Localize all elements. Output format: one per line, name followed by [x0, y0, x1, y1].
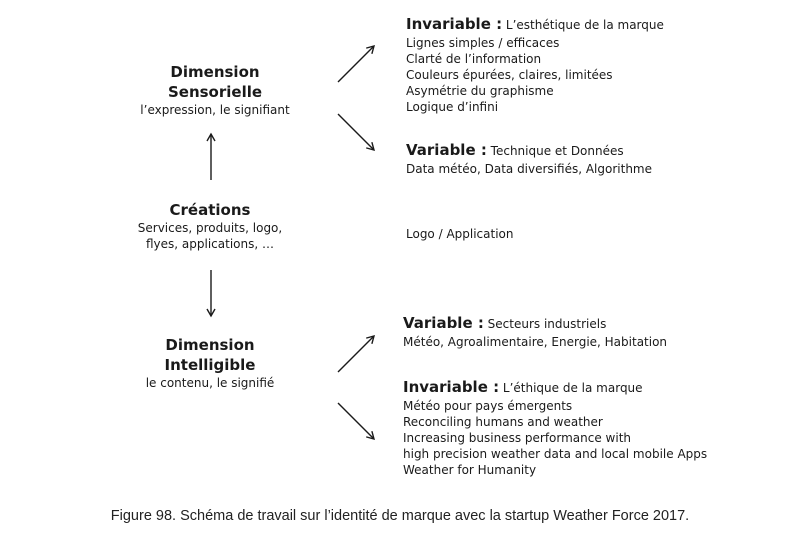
block-line: Asymétrie du graphisme — [406, 84, 554, 98]
node-subtitle: le contenu, le signifié — [145, 376, 275, 390]
block-line: Logo / Application — [406, 227, 514, 241]
block-key: Invariable : — [403, 378, 500, 396]
arrow-diagonal-down — [338, 403, 374, 439]
block-line: Clarté de l’information — [406, 52, 542, 66]
block-line: Weather for Humanity — [403, 463, 537, 477]
arrow-diagonal-up — [338, 336, 374, 372]
block-variable-bottom — [403, 313, 667, 350]
block-line: Lignes simples / efficaces — [406, 36, 560, 50]
block-desc: Technique et Données — [486, 144, 624, 158]
block-key: Variable : — [406, 141, 487, 159]
figure-caption: Figure 98. Schéma de travail sur l’identité de marque avec la startup Weather Force 2017. — [110, 508, 690, 524]
node-title: Dimension — [165, 336, 255, 354]
block-line: Increasing business performance with — [403, 431, 632, 445]
block-line: Logique d’infini — [406, 100, 499, 114]
block-line: Data météo, Data diversifiés, Algorithme — [406, 162, 652, 176]
block-logo-application — [406, 226, 514, 242]
node-subtitle: flyes, applications, … — [146, 237, 274, 251]
block-invariable-top — [406, 14, 664, 115]
node-title: Intelligible — [164, 356, 256, 374]
node-subtitle: Services, produits, logo, — [137, 221, 283, 235]
block-desc: L’éthique de la marque — [499, 381, 643, 395]
block-line: Reconciling humans and weather — [403, 415, 603, 429]
block-line: Météo pour pays émergents — [403, 399, 573, 413]
block-desc: Secteurs industriels — [483, 317, 607, 331]
arrow-diagonal-down — [338, 114, 374, 150]
arrow-diagonal-up — [338, 46, 374, 82]
block-line: high precision weather data and local mobile Apps — [403, 447, 708, 461]
block-key: Variable : — [403, 314, 484, 332]
block-line: Météo, Agroalimentaire, Energie, Habitation — [403, 335, 668, 349]
block-invariable-bottom — [403, 377, 707, 478]
block-desc: L’esthétique de la marque — [502, 18, 664, 32]
block-key: Invariable : — [406, 15, 503, 33]
node-subtitle: l’expression, le signifiant — [140, 103, 290, 117]
block-variable-top — [406, 140, 652, 177]
block-line: Couleurs épurées, claires, limitées — [406, 68, 613, 82]
node-title: Dimension — [170, 63, 260, 81]
node-title: Créations — [169, 201, 251, 219]
node-title: Sensorielle — [167, 83, 263, 101]
